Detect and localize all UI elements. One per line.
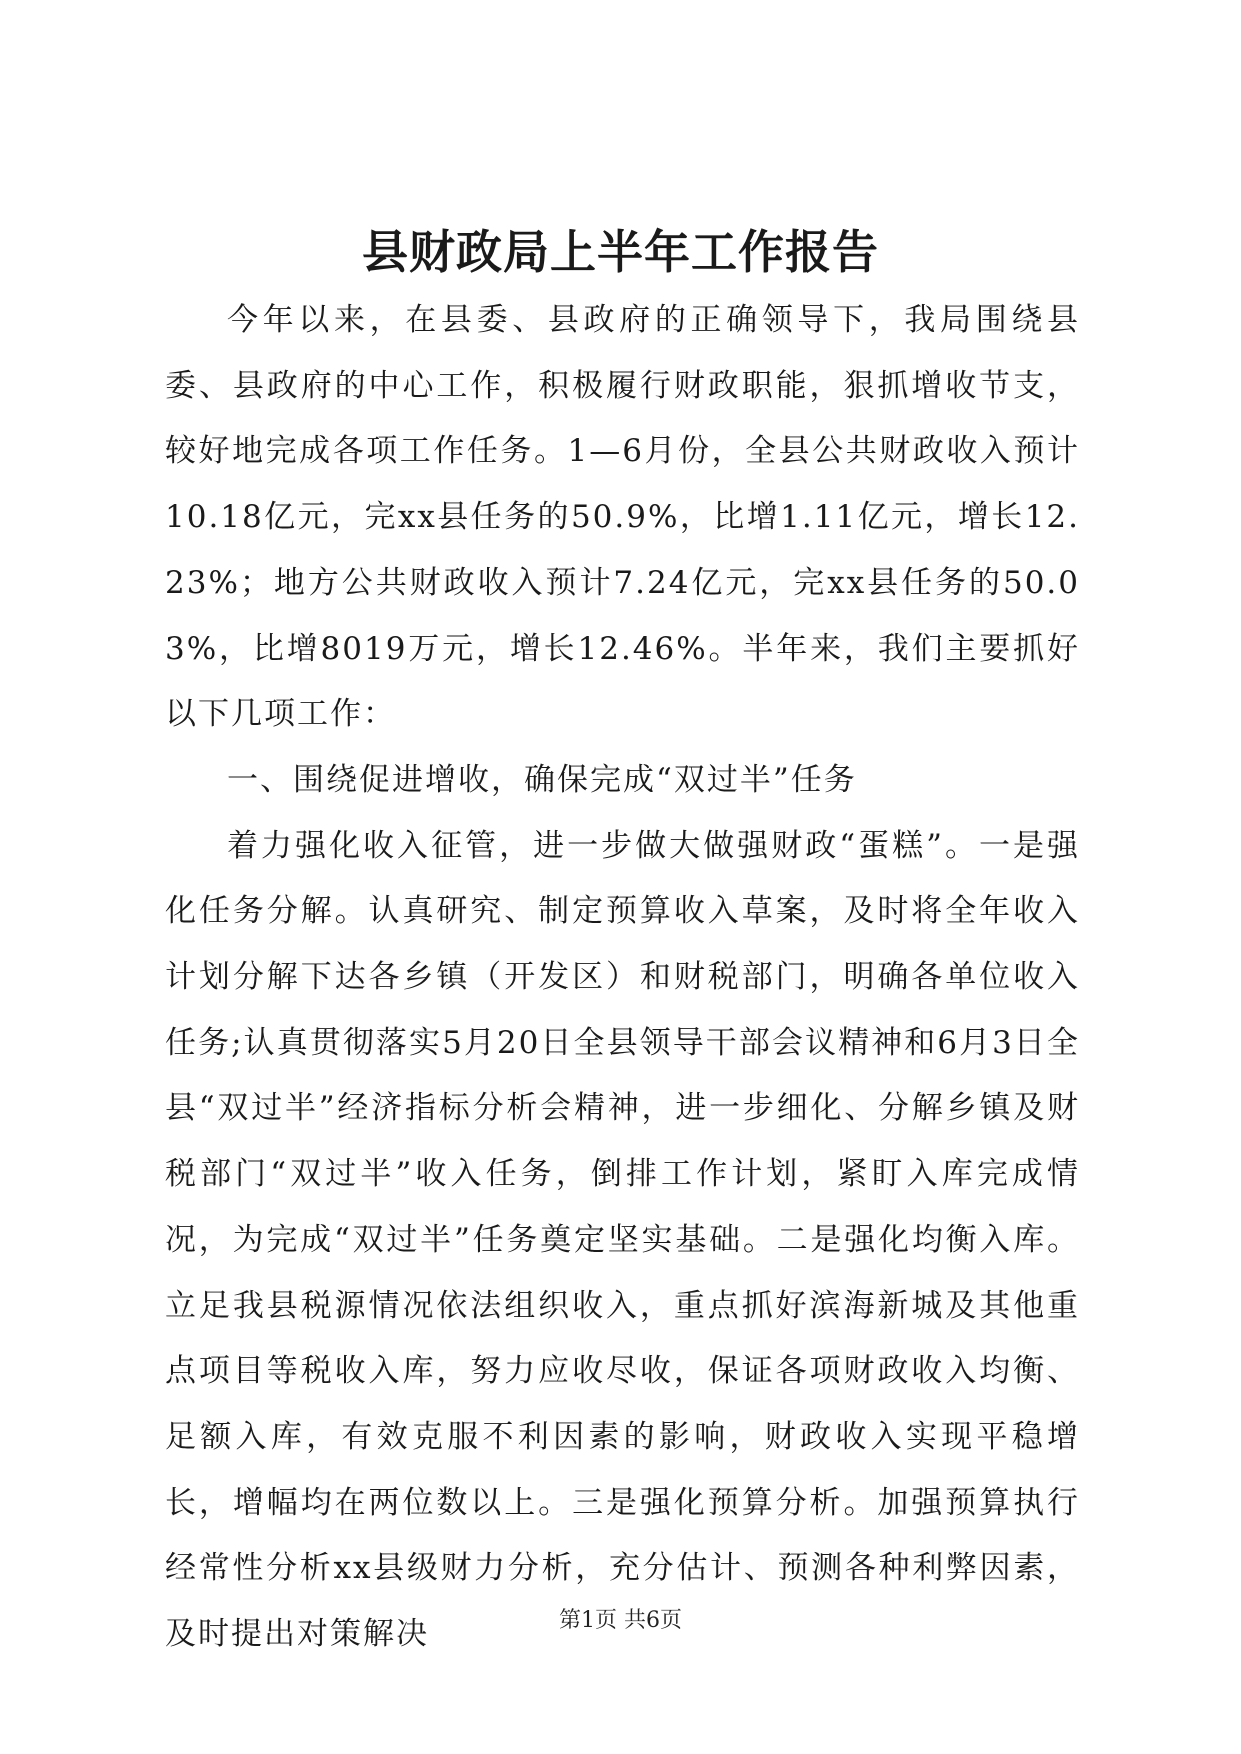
document-body: [165, 288, 1080, 1668]
document-title: 县财政局上半年工作报告: [362, 225, 879, 279]
page-footer: 第1页 共6页: [559, 1608, 682, 1633]
paragraph-section-1: 着力强化收入征管，进一步做大做强财政“蛋糕”。一是强化任务分解。认真研究、制定预算收入草案，及时将全年收入计划分解下达各乡镇（开发区）和财税部门，明确各单位收入任务;认真贯彻落实5月20日全县领导干部会议精神和6月3日全县“双过半”经济指标分析会精神，进一步细化、分解乡镇及财税部门“双过半”收入任务，倒排工作计划，紧盯入库完成情况，为完成“双过半”任务奠定坚实基础。二是强化均衡入库。立足我县税源情况依法组织收入，重点抓好滨海新城及其他重点项目等税收入库，努力应收尽收，保证各项财政收入均衡、足额入库，有效克服不利因素的影响，财政收入实现平稳增长，增幅均在两位数以上。三是强化预算分析。加强预算执行经常性分析xx县级财力分析，充分估计、预测各种利弊因素，及时提出对策解决: [165, 827, 1080, 1653]
paragraph-intro: 今年以来，在县委、县政府的正确领导下，我局围绕县委、县政府的中心工作，积极履行财政职能，狠抓增收节支，较好地完成各项工作任务。1—6月份，全县公共财政收入预计10.18亿元，完xx县任务的50.9%，比增1.11亿元，增长12.23%；地方公共财政收入预计7.24亿元，完xx县任务的50.03%，比增8019万元，增长12.46%。半年来，我们主要抓好以下几项工作：: [165, 302, 1080, 733]
section-heading-1: 一、围绕促进增收，确保完成“双过半”任务: [227, 761, 857, 798]
